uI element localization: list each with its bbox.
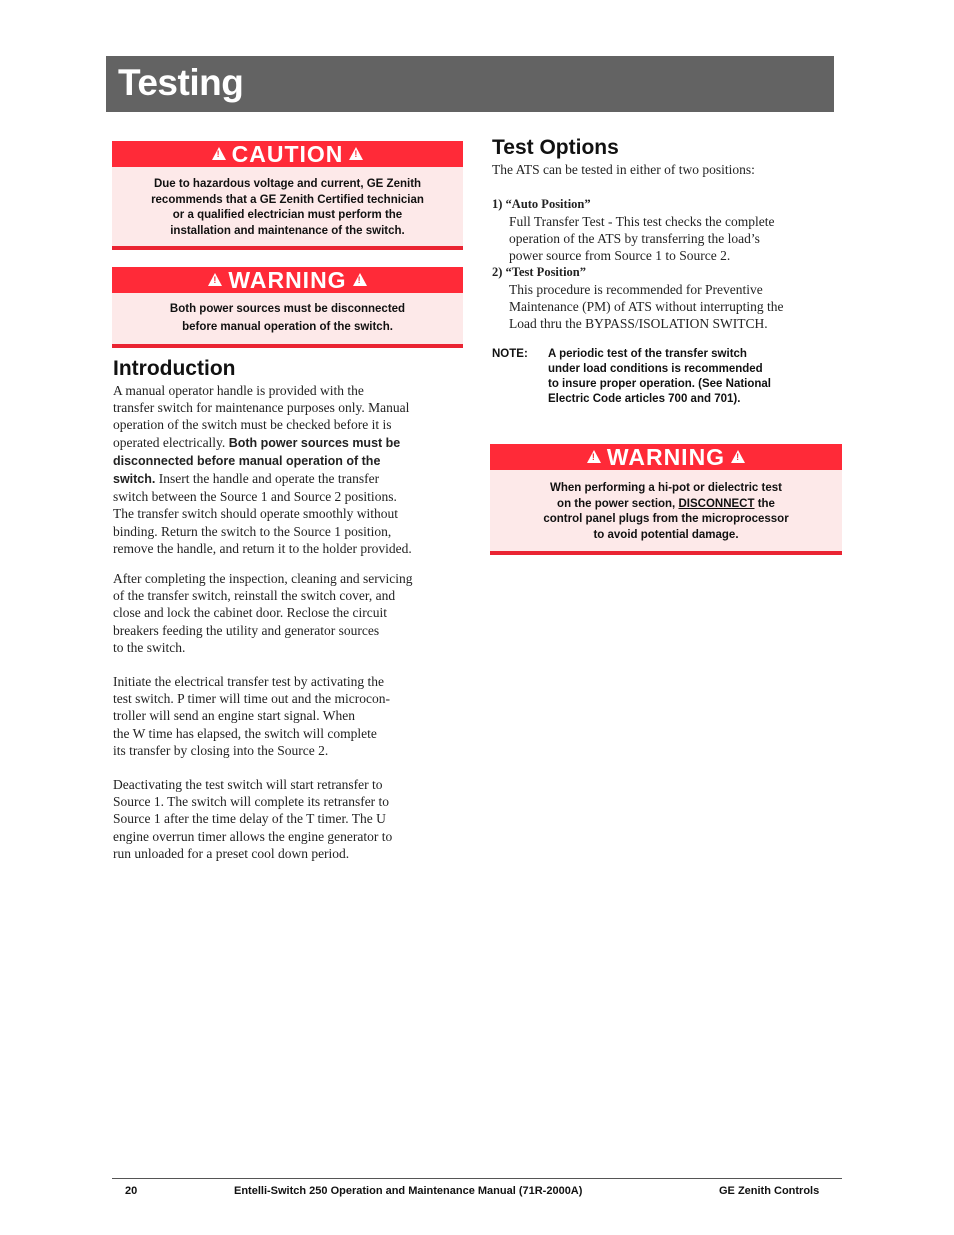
- test-options-intro: The ATS can be tested in either of two positions:: [492, 162, 755, 177]
- footer-manual-title: Entelli-Switch 250 Operation and Maintenance Manual (71R-2000A): [234, 1185, 583, 1197]
- text-line: operation of the ATS by transferring the load’s: [509, 231, 760, 247]
- warning-triangle-icon: [731, 450, 745, 463]
- bold-text: Both power sources must be: [228, 435, 401, 450]
- warning-triangle-icon: [349, 147, 363, 160]
- test-position-title: 2) “Test Position”: [492, 265, 586, 279]
- warning-text: [490, 470, 842, 543]
- footer-company: GE Zenith Controls: [719, 1185, 820, 1197]
- text-line: [113, 434, 458, 452]
- text-line: The transfer switch should operate smoothly without: [113, 506, 398, 522]
- warning-line: before manual operation of the switch.: [182, 321, 393, 333]
- introduction-heading: Introduction: [113, 357, 236, 380]
- text-line: power source from Source 1 to Source 2.: [509, 248, 731, 264]
- caution-line: Due to hazardous voltage and current, GE Zenith: [153, 178, 422, 190]
- text-line: [113, 452, 458, 470]
- text-line: under load conditions is recommended: [548, 363, 763, 375]
- text-line: operation of the switch must be checked before it is: [113, 417, 392, 433]
- auto-position-title: 1) “Auto Position”: [492, 197, 591, 211]
- intro-paragraph-3: [113, 673, 458, 759]
- warning-heading: WARNING: [606, 444, 726, 470]
- warning-line: control panel plugs from the microprocessor: [543, 513, 789, 525]
- intro-paragraph-1: [113, 382, 458, 557]
- bold-text: switch.: [113, 472, 156, 487]
- bold-text: disconnected before manual operation of the: [113, 453, 381, 468]
- text-span: operated electrically.: [113, 434, 226, 450]
- text-line: Source 1. The switch will complete its retransfer to: [113, 794, 390, 810]
- text-line: Source 1 after the time delay of the T timer. The U: [113, 811, 386, 827]
- caution-header: [112, 141, 463, 167]
- test-position-description: [509, 281, 839, 333]
- text-line: engine overrun timer allows the engine generator to: [113, 828, 393, 844]
- text-line: breakers feeding the utility and generator sources: [113, 622, 380, 638]
- warning-triangle-icon: [353, 273, 367, 286]
- text-line: Initiate the electrical transfer test by activating the: [113, 674, 385, 689]
- text-line: Load thru the BYPASS/ISOLATION SWITCH.: [509, 316, 768, 332]
- warning-header: [112, 267, 463, 293]
- footer-page-number: 20: [125, 1185, 138, 1197]
- intro-paragraph-2: [113, 570, 458, 656]
- page-title: Testing: [118, 62, 244, 103]
- text-line: switch between the Source 1 and Source 2 positions.: [113, 489, 397, 505]
- test-options-heading: Test Options: [492, 136, 619, 159]
- warning-heading: WARNING: [228, 267, 347, 293]
- text-line: to the switch.: [113, 639, 186, 655]
- text-span: Insert the handle and operate the transfer: [158, 471, 380, 487]
- warning-triangle-icon: [208, 273, 222, 286]
- caution-line: or a qualified electrician must perform the: [172, 209, 403, 221]
- text-line: remove the handle, and return it to the holder provided.: [113, 540, 412, 556]
- text-line: troller will send an engine start signal. When: [113, 708, 355, 724]
- text-line: binding. Return the switch to the Source 1 position,: [113, 523, 392, 539]
- text-line: A manual operator handle is provided with the: [113, 383, 364, 398]
- auto-position-description: [509, 213, 839, 265]
- text-line: Deactivating the test switch will start retransfer to: [113, 777, 383, 792]
- note-label: NOTE:: [492, 348, 528, 360]
- caution-heading: CAUTION: [231, 141, 344, 167]
- caution-line: recommends that a GE Zenith Certified technician: [151, 193, 424, 206]
- text-line: run unloaded for a preset cool down period.: [113, 845, 350, 861]
- note-text: [548, 347, 838, 407]
- text-line: After completing the inspection, cleaning and servicing: [113, 571, 413, 586]
- text-line: its transfer by closing into the Source 2.: [113, 742, 329, 758]
- text-span: the: [757, 497, 775, 510]
- text-span: on the power section,: [557, 497, 676, 510]
- intro-paragraph-4: [113, 776, 458, 862]
- warning-triangle-icon: [587, 450, 601, 463]
- text-line: to insure proper operation. (See National: [548, 378, 772, 390]
- warning-box: [112, 267, 463, 348]
- footer-divider: [112, 1178, 842, 1179]
- caution-text: [112, 167, 463, 239]
- warning-line: [490, 497, 842, 513]
- text-line: Maintenance (PM) of ATS without interrupting the: [509, 299, 784, 315]
- text-line: This procedure is recommended for Preventive: [509, 282, 763, 297]
- warning-line: to avoid potential damage.: [593, 528, 739, 541]
- caution-line: installation and maintenance of the switch.: [170, 224, 405, 237]
- text-line: Full Transfer Test - This test checks the complete: [509, 214, 775, 229]
- text-line: A periodic test of the transfer switch: [548, 348, 747, 360]
- text-line: [113, 470, 458, 488]
- caution-box: [112, 141, 463, 250]
- text-line: the W time has elapsed, the switch will complete: [113, 725, 377, 741]
- text-line: close and lock the cabinet door. Reclose the circuit: [113, 605, 388, 621]
- text-line: transfer switch for maintenance purposes only. Manual: [113, 400, 410, 416]
- warning-line: When performing a hi-pot or dielectric test: [550, 482, 782, 494]
- warning-box-hipot: [490, 444, 842, 555]
- title-banner: [106, 56, 834, 112]
- warning-triangle-icon: [212, 147, 226, 160]
- text-line: test switch. P timer will time out and the microcon-: [113, 691, 390, 707]
- text-line: of the transfer switch, reinstall the switch cover, and: [113, 588, 396, 604]
- text-line: Electric Code articles 700 and 701).: [548, 393, 741, 405]
- warning-text: [112, 293, 463, 336]
- warning-header: [490, 444, 842, 470]
- disconnect-emphasis: DISCONNECT: [678, 497, 755, 510]
- warning-line: Both power sources must be disconnected: [169, 303, 406, 315]
